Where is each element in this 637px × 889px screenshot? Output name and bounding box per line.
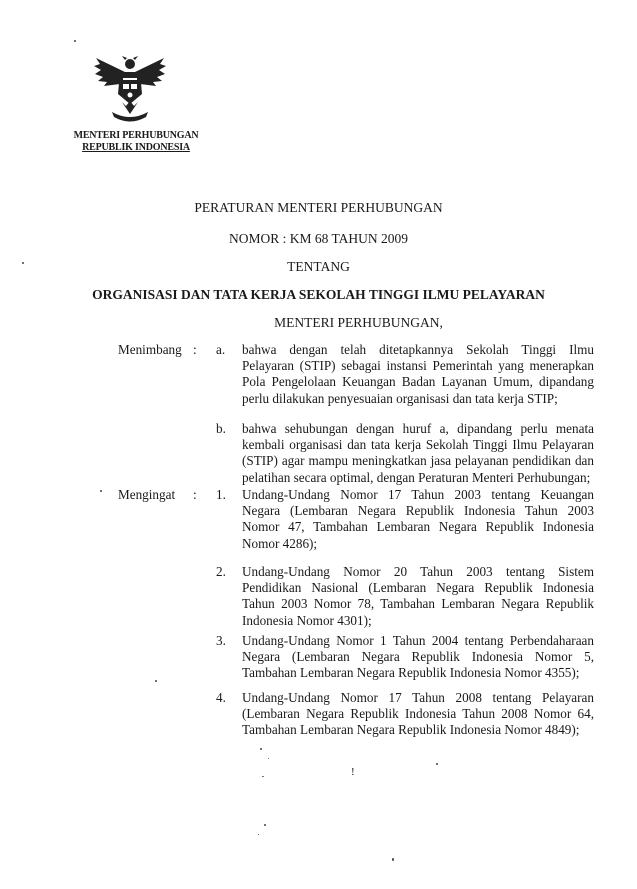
text-line: Negara (Lembaran Negara Republik Indonesia Tahun 2003 <box>242 503 594 519</box>
text-line: Nomor 4286); <box>242 535 318 551</box>
scan-speck <box>268 758 269 759</box>
text-line: Undang-Undang Nomor 20 Tahun 2003 tentang Sistem <box>242 564 594 579</box>
mengingat-item-marker: 3. <box>216 633 226 648</box>
text-line: perlu dilakukan penyesuaian organisasi dan tata kerja STIP; <box>242 390 558 406</box>
text-line: Nomor 47, Tambahan Lembaran Negara Republik Indonesia <box>242 519 594 535</box>
menimbang-label: Menimbang <box>118 342 182 357</box>
scan-speck <box>155 680 157 682</box>
ministry-country: REPUBLIK INDONESIA <box>82 142 190 153</box>
text-line: Undang-Undang Nomor 17 Tahun 2008 tentang Pelayaran <box>242 690 594 705</box>
menimbang-colon: : <box>193 342 197 357</box>
menimbang-item-marker: a. <box>216 342 226 357</box>
text-line: Undang-Undang Nomor 17 Tahun 2003 tentang Keuangan <box>242 487 594 502</box>
garuda-emblem-icon <box>92 54 168 126</box>
scan-speck <box>74 40 76 42</box>
scan-speck <box>100 490 102 492</box>
ministry-name: MENTERI PERHUBUNGAN <box>73 130 199 141</box>
text-line: pelatihan secara optimal, dengan Peraturan Menteri Perhubungan; <box>242 469 591 485</box>
ministry-header <box>52 130 220 154</box>
text-line: Undang-Undang Nomor 1 Tahun 2004 tentang Perbendaharaan <box>242 633 594 648</box>
scan-speck <box>22 262 24 264</box>
regulation-about: TENTANG <box>287 259 350 274</box>
scan-speck <box>258 834 259 835</box>
mengingat-item-2 <box>242 564 594 629</box>
text-line: Tahun 2003 Nomor 78, Tambahan Lembaran Negara Republik <box>242 596 594 612</box>
text-line: Pelayaran (STIP) sebagai instansi Pemerintah yang menerapkan <box>242 358 594 374</box>
mengingat-item-marker: 1. <box>216 487 226 502</box>
mengingat-item-4 <box>242 690 594 739</box>
regulation-title: PERATURAN MENTERI PERHUBUNGAN <box>194 200 443 215</box>
scan-speck <box>264 824 266 826</box>
text-line: bahwa dengan telah ditetapkannya Sekolah Tinggi Ilmu <box>242 342 594 357</box>
mengingat-label: Mengingat <box>118 487 176 502</box>
text-line: Indonesia Nomor 4301); <box>242 612 372 628</box>
text-line: Pola Pengelolaan Keuangan Badan Layanan Umum, dipandang <box>242 374 594 390</box>
scan-speck <box>392 858 394 861</box>
menimbang-item-a <box>242 342 594 407</box>
mengingat-item-marker: 2. <box>216 564 226 579</box>
issuer-heading: MENTERI PERHUBUNGAN, <box>274 315 443 330</box>
regulation-number: NOMOR : KM 68 TAHUN 2009 <box>228 231 409 246</box>
text-line: bahwa sehubungan dengan huruf a, dipandang perlu menata <box>242 421 594 436</box>
mengingat-item-marker: 4. <box>216 690 226 705</box>
regulation-subject: ORGANISASI DAN TATA KERJA SEKOLAH TINGGI ILMU PELAYARAN <box>92 287 545 302</box>
scan-speck <box>262 776 264 777</box>
footer-mark: ! <box>351 766 355 778</box>
menimbang-item-marker: b. <box>216 421 226 436</box>
text-line: Negara (Lembaran Negara Republik Indonesia Nomor 5, <box>242 649 594 665</box>
mengingat-colon: : <box>193 487 197 502</box>
menimbang-item-b <box>242 421 594 486</box>
scan-speck <box>260 748 262 750</box>
text-line: (Lembaran Negara Republik Indonesia Tahun 2008 Nomor 64, <box>242 706 594 722</box>
text-line: Tambahan Lembaran Negara Republik Indonesia Nomor 4355); <box>242 665 580 681</box>
scan-speck <box>436 763 438 765</box>
mengingat-item-1 <box>242 487 594 552</box>
text-line: kembali organisasi dan tata kerja Sekolah Tinggi Ilmu Pelayaran <box>242 437 594 453</box>
mengingat-item-3 <box>242 633 594 682</box>
text-line: (STIP) agar mampu meningkatkan jasa pelayanan pendidikan dan <box>242 453 594 469</box>
text-line: Tambahan Lembaran Negara Republik Indonesia Nomor 4849); <box>242 722 580 738</box>
text-line: Pendidikan Nasional (Lembaran Negara Republik Indonesia <box>242 580 594 596</box>
